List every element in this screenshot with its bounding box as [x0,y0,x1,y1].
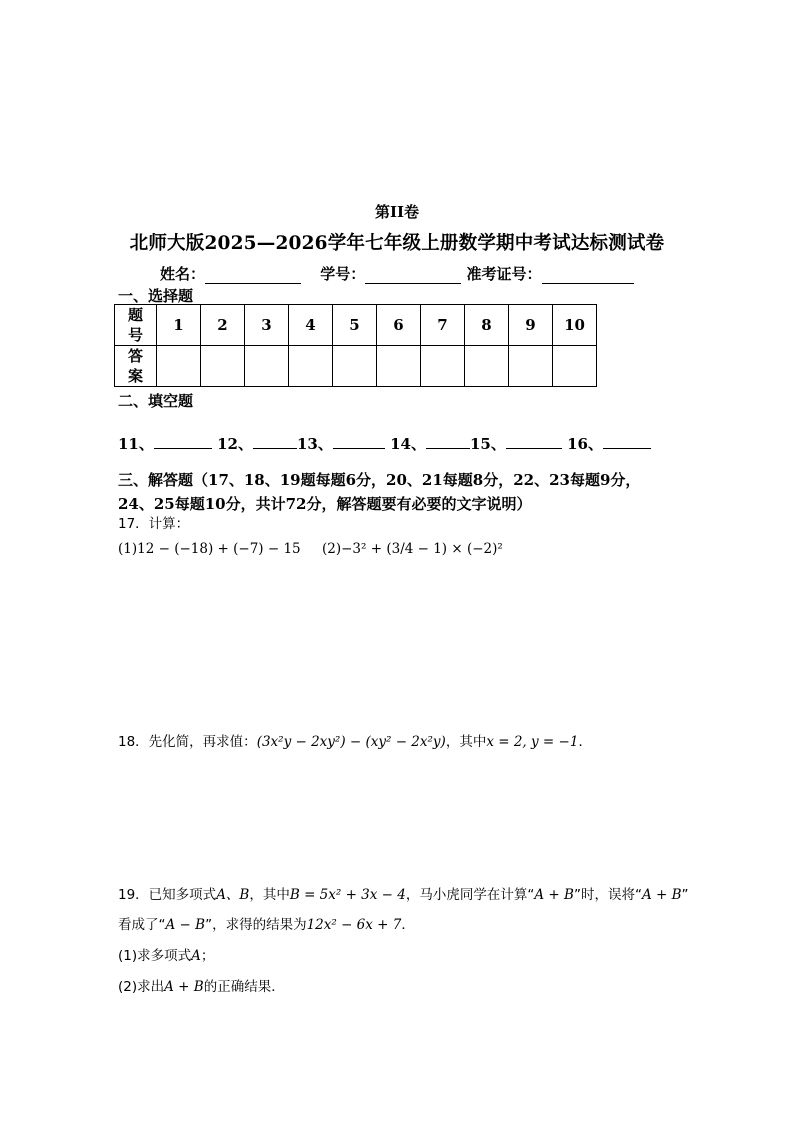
q19-part2: (2)求出A + B的正确结果． [118,979,285,995]
exam-title: 北师大版2025—2026学年七年级上册数学期中考试达标测试卷 [129,233,665,254]
exam-number-blank[interactable] [542,267,634,284]
fill-item-label: 12、 [217,435,253,453]
fill-blank[interactable] [426,434,470,449]
row-header-number: 题 号 [115,305,157,346]
q17-part2-expression: −3² + (3/4 − 1) × (−2)² [341,541,503,557]
question-number-cell: 5 [333,305,377,346]
fill-item-label: 11、 [118,435,154,453]
answer-cell[interactable] [289,346,333,387]
table-row [115,346,597,387]
q18-expression: (3x²y − 2xy²) − (xy² − 2x²y) [256,734,446,750]
table-row [115,305,597,346]
question-number-cell: 3 [245,305,289,346]
section3-heading-line2: 24、25每题10分，共计72分，解答题要有必要的文字说明） [118,495,532,513]
fill-item-label: 16、 [567,435,603,453]
question-number-cell: 2 [201,305,245,346]
q18: 18．先化简，再求值：(3x²y − 2xy²) − (xy² − 2x²y)，其中x = 2, y = −1． [118,734,592,750]
answer-cell[interactable] [553,346,597,387]
fill-blank[interactable] [154,434,212,449]
q19-line2: 看成了“A − B”，求得的结果为12x² − 6x + 7． [118,917,415,933]
exam-number-label: 准考证号： [466,265,542,283]
answer-cell[interactable] [465,346,509,387]
question-number-cell: 7 [421,305,465,346]
question-number-cell: 9 [509,305,553,346]
q17-stem: 17．计算： [118,516,190,532]
q17-part1-expression: 12 − (−18) + (−7) − 15 [137,541,301,557]
student-id-label: 学号： [320,265,366,283]
student-info-row [160,263,634,284]
q17-part2: (2)−3² + (3/4 − 1) × (−2)² [322,541,503,557]
volume-label: 第II卷 [374,203,420,221]
question-number-cell: 6 [377,305,421,346]
row-header-answer: 答 案 [115,346,157,387]
section1-heading: 一、选择题 [118,287,194,305]
fill-blank[interactable] [253,434,297,449]
question-number-cell: 8 [465,305,509,346]
name-blank[interactable] [205,267,301,284]
student-id-blank[interactable] [365,267,461,284]
q19-line1: 19．已知多项式A、B，其中B = 5x² + 3x − 4，马小虎同学在计算“A + B”时，误将“A + B” [118,887,689,903]
answer-cell[interactable] [509,346,553,387]
q18-condition: x = 2, y = −1 [486,734,579,750]
answer-cell[interactable] [201,346,245,387]
fill-item-label: 13、 [296,435,333,453]
section3-heading-line1: 三、解答题（17、18、19题每题6分，20、21每题8分，22、23每题9分， [118,471,641,489]
question-number-cell: 1 [157,305,201,346]
answer-table [114,304,597,387]
answer-cell[interactable] [245,346,289,387]
answer-cell[interactable] [377,346,421,387]
name-label: 姓名： [160,265,206,283]
section3-heading [118,468,640,516]
q19-B-expression: B = 5x² + 3x − 4 [289,887,406,903]
question-number-cell: 4 [289,305,333,346]
section2-heading: 二、填空题 [118,392,194,410]
q19-result-expression: 12x² − 6x + 7 [306,917,402,933]
q18-stem: 18．先化简，再求值： [118,734,257,750]
fill-blank-row [118,433,651,454]
fill-blank[interactable] [603,434,651,449]
fill-blank[interactable] [506,434,562,449]
q17-part1: (1)12 − (−18) + (−7) − 15 [118,541,301,557]
answer-cell[interactable] [333,346,377,387]
answer-cell[interactable] [421,346,465,387]
question-number-cell: 10 [553,305,597,346]
fill-item-label: 15、 [469,435,506,453]
q19-part1: (1)求多项式A； [118,948,215,964]
answer-cell[interactable] [157,346,201,387]
fill-blank[interactable] [333,434,385,449]
fill-item-label: 14、 [390,435,426,453]
